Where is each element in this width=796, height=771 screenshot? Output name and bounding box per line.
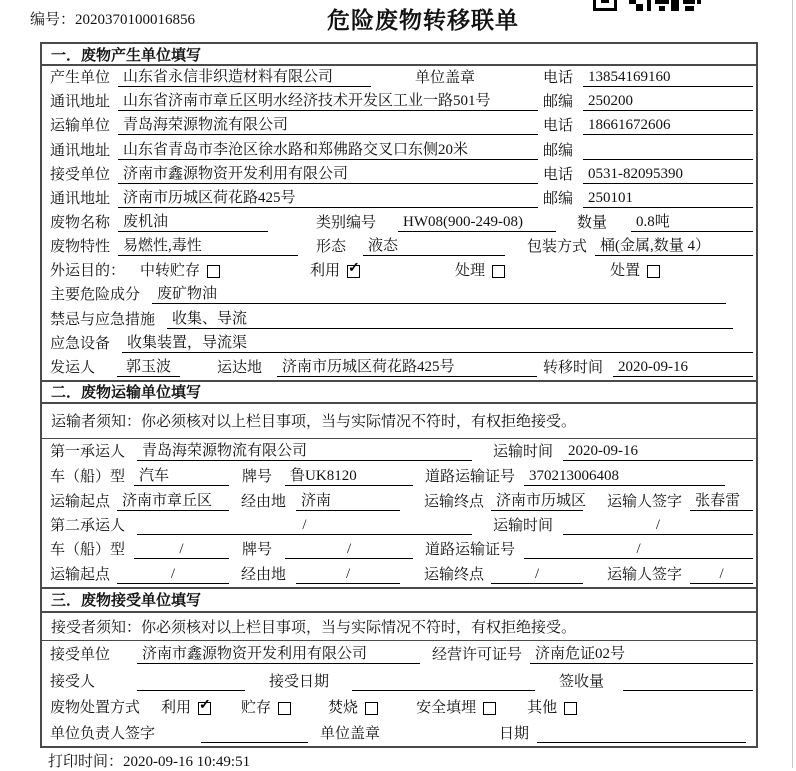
unit-seal-label: 单位盖章 [320,726,381,743]
transporter-row [42,114,756,138]
equipment-label: 应急设备 [50,335,111,352]
hazard-label: 主要危险成分 [50,287,141,304]
vehicle1-row [42,464,756,489]
carrier2-row [42,514,756,538]
disposal-label: 废物处置方式 [50,699,141,716]
destination-label: 运达地 [217,359,263,376]
route2-row [42,562,756,586]
print-time-label: 打印时间： [48,754,124,770]
responsible-sign-value [201,725,308,743]
route2-start-value: / [117,566,229,584]
receiver-zip-label: 邮编 [542,190,573,207]
vehicle1-type-label: 车（船）型 [50,468,126,485]
disposal-burn-checkbox [365,702,378,715]
waste-traits-label: 废物特性 [50,239,111,256]
disposal-option-store [241,700,291,717]
carrier1-time-label: 运输时间 [492,443,553,460]
receiver-notice: 接受者须知：你必须核对以上栏目事项，当与实际情况不符时，有权拒绝接受。 [42,613,756,641]
dispatcher-value: 郭玉波 [117,359,180,377]
serial-value: 2020370100016856 [75,12,196,28]
purpose-row [42,259,756,283]
vehicle2-road-label: 道路运输证号 [425,542,516,559]
qr-code-fragment [593,0,701,11]
receiver-zip-value: 250101 [583,190,753,208]
sign-date-label: 日期 [499,726,530,743]
vehicle2-type-value: / [134,541,229,559]
receive-unit-value: 济南市鑫源物资开发利用有限公司 [137,646,420,664]
waste-traits-value: 易燃性,毒性 [118,238,298,256]
hazard-value: 废矿物油 [152,286,726,304]
purpose-label: 外运目的： [50,263,126,280]
route2-sign-label: 运输人签字 [607,566,683,583]
section2-carrier2 [42,514,756,587]
waste-traits-row [42,235,756,259]
waste-name-value: 废机油 [118,214,268,232]
page-right-edge [792,0,793,768]
page-title: 危险废物转移联单 [327,7,519,33]
route1-via-value: 济南 [296,493,400,511]
producer-zip-label: 邮编 [542,94,573,111]
packaging-value: 桶(金属,数量 4） [595,238,753,256]
producer-phone-value: 13854169160 [583,69,753,87]
transporter-value: 青岛海荣源物流有限公司 [118,117,538,135]
purpose-option-use-label: 利用 [310,263,341,280]
route2-via-label: 经由地 [241,566,287,583]
producer-phone-label: 电话 [542,70,573,87]
page-header [0,0,796,42]
taboo-label: 禁忌与应急措施 [50,311,156,328]
print-time-value: 2020-09-16 10:49:51 [123,754,251,770]
receiver-row [42,163,756,187]
dispatcher-label: 发运人 [50,359,96,376]
waste-name-row [42,211,756,235]
equipment-value: 收集装置，导流渠 [122,335,753,353]
dispatch-row [42,356,756,380]
destination-value: 济南市历城区荷花路425号 [277,359,537,377]
transfer-form [40,42,758,748]
route1-start-value: 济南市章丘区 [117,493,229,511]
receive-person-label: 接受人 [50,673,96,690]
purpose-option-treat-label: 处理 [455,263,486,280]
signed-quantity-value [623,673,753,691]
producer-value: 山东省永信非织造材料有限公司 [118,69,371,87]
purpose-option-dispose [610,263,660,280]
purpose-option-transfer [140,263,220,280]
taboo-value: 收集、导流 [167,311,733,329]
vehicle2-road-value: / [524,541,753,559]
license-label: 经营许可证号 [432,647,523,664]
taboo-row [42,307,756,331]
receiver-label: 接受单位 [50,166,111,183]
purpose-dispose-checkbox [647,265,660,278]
disposal-option-burn [328,700,378,717]
disposal-other-checkbox [564,702,577,715]
carrier2-time-value: / [563,517,753,535]
section3-header: 三．废物接受单位填写 [42,587,756,613]
purpose-transfer-checkbox [207,265,220,278]
disposal-option-burn-label: 焚烧 [328,699,359,716]
receive-date-label: 接受日期 [269,673,330,690]
transporter-label: 运输单位 [50,118,111,135]
disposal-option-landfill-label: 安全填埋 [416,699,477,716]
receiver-phone-value: 0531-82095390 [583,166,753,184]
route1-sign-label: 运输人签字 [607,493,683,510]
purpose-option-use [310,263,360,280]
carrier1-row [42,439,756,464]
category-value: HW08(900-249-08) [398,214,556,232]
transporter-notice: 运输者须知：你必须核对以上栏目事项，当与实际情况不符时，有权拒绝接受。 [42,404,756,439]
route1-start-label: 运输起点 [50,493,111,510]
receiver-address-row [42,187,756,211]
route1-via-label: 经由地 [241,493,287,510]
section2-carrier1 [42,439,756,514]
purpose-treat-checkbox [492,265,505,278]
quantity-label: 数量 [577,214,608,231]
waste-name-label: 废物名称 [50,214,111,231]
producer-zip-value: 250200 [583,93,753,111]
disposal-option-use-label: 利用 [161,699,192,716]
carrier1-value: 青岛海荣源物流有限公司 [137,443,472,461]
receive-person-value [137,673,245,691]
transporter-address-row [42,138,756,162]
transfer-time-label: 转移时间 [542,359,603,376]
responsible-sign-row [42,720,756,746]
receiver-value: 济南市鑫源物资开发利用有限公司 [118,166,538,184]
receive-person-row [42,667,756,693]
disposal-store-checkbox [278,702,291,715]
transporter-phone-label: 电话 [542,118,573,135]
route2-sign-value: / [690,566,753,584]
section1-header: 一．废物产生单位填写 [42,44,756,66]
route2-via-value: / [296,566,400,584]
vehicle2-row [42,538,756,562]
carrier2-time-label: 运输时间 [492,518,553,535]
disposal-use-checkbox [198,702,211,715]
route1-end-label: 运输终点 [424,493,485,510]
vehicle1-road-label: 道路运输证号 [425,468,516,485]
license-value: 济南危证02号 [530,646,753,664]
producer-address-label: 通讯地址 [50,94,111,111]
vehicle2-type-label: 车（船）型 [50,542,126,559]
serial-label: 编号： [30,12,76,28]
purpose-option-transfer-label: 中转贮存 [140,263,201,280]
purpose-use-checkbox [347,265,360,278]
form-state-label: 形态 [316,239,347,256]
vehicle2-plate-label: 牌号 [242,542,273,559]
disposal-option-other-label: 其他 [527,699,558,716]
equipment-row [42,332,756,356]
receive-unit-row [42,641,756,667]
producer-address-value: 山东省济南市章丘区明水经济技术开发区工业一路501号 [118,93,538,111]
receiver-address-label: 通讯地址 [50,190,111,207]
serial-number [30,8,195,29]
route2-end-value: / [491,566,583,584]
signed-quantity-label: 签收量 [559,673,605,690]
producer-row [42,66,756,90]
receive-date-value [352,673,535,691]
purpose-option-treat [455,263,505,280]
disposal-option-store-label: 贮存 [241,699,272,716]
disposal-option-landfill [416,700,496,717]
purpose-option-dispose-label: 处置 [610,263,641,280]
transporter-address-value: 山东省青岛市李沧区徐水路和郑佛路交叉口东侧20米 [118,142,538,160]
quantity-value: 0.8吨 [631,214,753,232]
transporter-zip-value [583,142,753,160]
route2-end-label: 运输终点 [424,566,485,583]
route1-row [42,489,756,514]
carrier1-time-value: 2020-09-16 [563,443,753,461]
vehicle1-road-value: 370213006408 [524,468,725,486]
disposal-option-other [527,700,577,717]
category-label: 类别编号 [316,214,377,231]
receiver-phone-label: 电话 [542,166,573,183]
form-state-value: 液态 [363,238,505,256]
transfer-time-value: 2020-09-16 [613,359,753,377]
vehicle1-plate-value: 鲁UK8120 [285,468,413,486]
vehicle1-plate-label: 牌号 [242,468,273,485]
receive-unit-label: 接受单位 [50,647,111,664]
disposal-row [42,694,756,720]
section2-header: 二．废物运输单位填写 [42,380,756,404]
transporter-zip-label: 邮编 [542,142,573,159]
vehicle1-type-value: 汽车 [134,468,229,486]
transporter-phone-value: 18661672606 [583,117,753,135]
vehicle2-plate-value: / [285,541,413,559]
packaging-label: 包装方式 [527,239,588,256]
hazard-row [42,283,756,307]
carrier1-label: 第一承运人 [50,443,126,460]
carrier2-value: / [137,517,472,535]
producer-label: 产生单位 [50,70,111,87]
carrier2-label: 第二承运人 [50,518,126,535]
route1-sign-value: 张春雷 [690,493,753,511]
route2-start-label: 运输起点 [50,566,111,583]
section3-body [42,641,756,747]
producer-address-row [42,90,756,114]
receiver-address-value: 济南市历城区荷花路425号 [118,190,538,208]
seal-label: 单位盖章 [415,70,476,87]
disposal-option-use [161,700,211,717]
section1-body [42,66,756,380]
responsible-sign-label: 单位负责人签字 [50,726,156,743]
route1-end-value: 济南市历城区 [491,493,583,511]
transporter-address-label: 通讯地址 [50,142,111,159]
sign-date-value [537,725,746,743]
disposal-landfill-checkbox [483,702,496,715]
